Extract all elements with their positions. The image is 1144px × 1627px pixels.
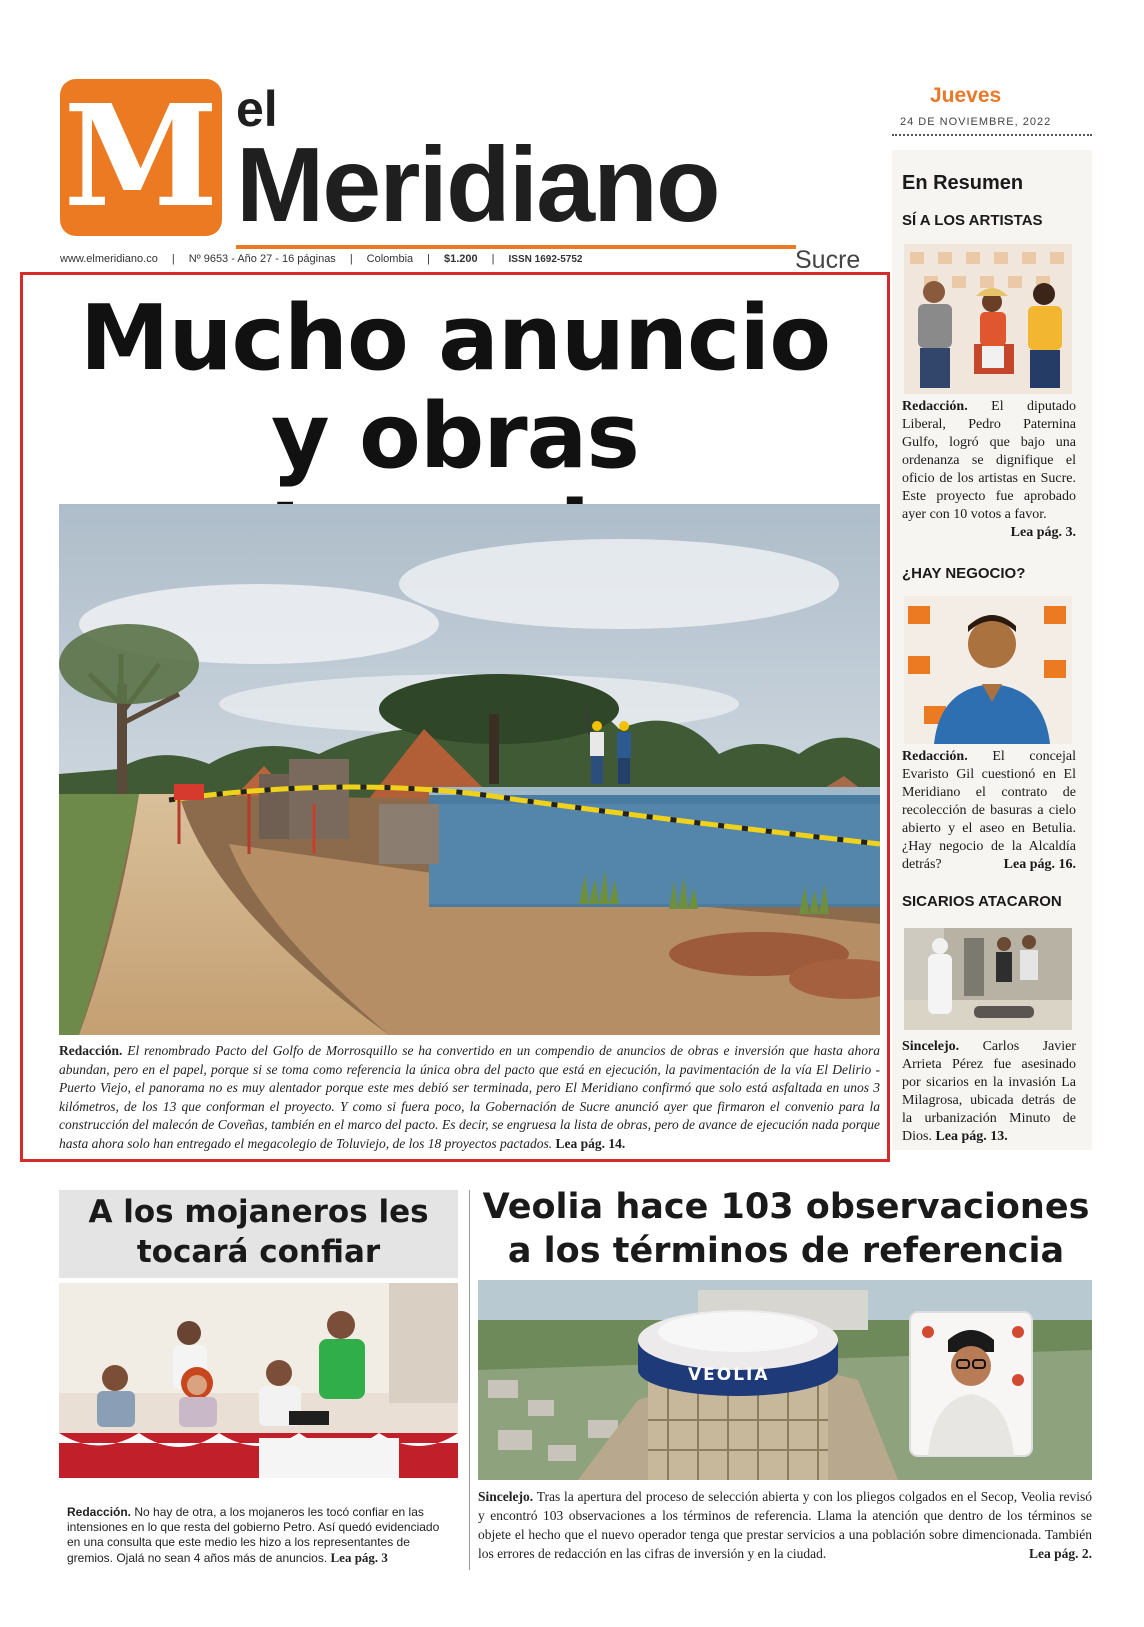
masthead-meta	[60, 253, 582, 265]
body-text: El diputado Liberal, Pedro Paternina Gulfo, logró que bajo una ordenanza se dignifique el oficio de los artistas en Sucre. Este proyecto fue aprobado ayer con 10 votos a favor.	[902, 399, 1076, 522]
issue-info: Nº 9653 - Año 27 - 16 páginas	[188, 253, 336, 265]
sidebar-text-artistas	[902, 398, 1076, 542]
body-text: Carlos Javier Arrieta Pérez fue asesinado por sicarios en la invasión La Milagrosa, ubicada detrás de la urbanización Minuto de Dios.	[902, 1039, 1077, 1144]
separator: |	[427, 253, 430, 265]
body-text: No hay de otra, a los mojaneros les tocó confiar en las intensiones en lo que resta del gobierno Petro. Así quedó evidenciado en una consulta que este medio les hizo a los representantes de gremios. Ojalá no sean 4 años más de anuncios.	[67, 1505, 440, 1565]
sidebar-heading-negocio: ¿HAY NEGOCIO?	[902, 565, 1026, 582]
brand-small: el	[236, 81, 278, 137]
body-text: El concejal Evaristo Gil cuestionó en El Meridiano el contrato de recolección de basuras a cielo abierto y el aseo en Betulia. ¿Hay negocio de la Alcaldía detrás?	[902, 749, 1077, 872]
story-right-headline[interactable]: Veolia hace 103 observaciones a los términos de referencia	[482, 1187, 1090, 1271]
photo-negocio	[904, 596, 1072, 744]
date-divider	[892, 134, 1092, 136]
price: $1.200	[444, 253, 478, 265]
feature-photo	[59, 504, 880, 1035]
column-divider	[469, 1190, 470, 1570]
read-more-link[interactable]: Lea pág. 16.	[1003, 857, 1076, 872]
lead-label: Redacción.	[67, 1505, 132, 1519]
read-more-link[interactable]: Lea pág. 2.	[1028, 1546, 1092, 1561]
brand-name: Meridiano	[236, 126, 719, 244]
sidebar-text-sicarios	[902, 1038, 1076, 1146]
photo-artistas	[904, 244, 1072, 394]
lead-label: Redacción.	[902, 399, 968, 414]
story-right-text	[478, 1487, 1092, 1563]
sidebar-text-negocio	[902, 748, 1076, 874]
read-more-link[interactable]: Lea pág. 14.	[555, 1135, 626, 1151]
sidebar-title: En Resumen	[902, 172, 1024, 194]
lead-label: Sincelejo.	[902, 1039, 960, 1054]
country: Colombia	[366, 253, 414, 265]
story-left-headline[interactable]: A los mojaneros les tocará confiar	[88, 1194, 429, 1270]
read-more-link[interactable]: Lea pág. 3	[330, 1550, 388, 1565]
veolia-sign: VEOLIA	[688, 1365, 770, 1385]
separator: |	[491, 253, 495, 265]
lead-label: Sincelejo.	[478, 1489, 534, 1504]
weekday: Jueves	[930, 84, 1002, 107]
sidebar-heading-artistas: SÍ A LOS ARTISTAS	[902, 212, 1043, 229]
body-text: El renombrado Pacto del Golfo de Morrosquillo se ha convertido en un compendio de anuncios de obras e inversión que hasta ahora abundan, pero en el papel, porque si se toma como referencia la única obra del pacto que está en ejecución, la pavimentación de la vía El Delirio - Puerto Viejo, el panorama no es muy alentador porque este mes debió ser terminada, pero El Meridiano confirmó que solo está asfaltada en unos 3 kilómetros, de los 13 que conforman el proyecto. Y como si fuera poco, la Gobernación de Sucre anunció ayer que firmaron el convenio para la construcción del malecón de Coveñas, también en el marco del pacto. Es decir, se engruesa la lista de obras, pero de avance de ejecución nada porque hasta ahora solo han entregado el megacolegio de Toluviejo, de los 18 proyectos pactados.	[59, 1043, 880, 1151]
read-more-link[interactable]: Lea pág. 3.	[1010, 525, 1076, 540]
publication-date: 24 DE NOVIEMBRE, 2022	[900, 116, 1052, 128]
story-left-photo	[59, 1283, 458, 1478]
read-more-link[interactable]: Lea pág. 13.	[935, 1129, 1008, 1144]
photo-sicarios	[904, 928, 1072, 1030]
separator: |	[171, 253, 175, 265]
story-right-photo	[478, 1280, 1092, 1480]
logo-letter: M	[63, 75, 219, 239]
website[interactable]: www.elmeridiano.co	[60, 253, 158, 265]
sidebar-heading-sicarios: SICARIOS ATACARON	[902, 893, 1062, 910]
brand-underline	[236, 245, 796, 249]
issn: ISSN 1692-5752	[508, 254, 583, 265]
body-text: Tras la apertura del proceso de selección abierta y con los pliegos colgados en el Secop, Veolia revisó y encontró 103 observaciones a los términos de referencia. Llama la atención que dentro de los términos se objete el hecho que el nuevo operador tenga que prestar servicios a una población sobre dimencionada. También los errores de redacción en las cifras de inversión y en la ciudad.	[478, 1489, 1092, 1561]
separator: |	[349, 253, 353, 265]
brand-region: Sucre	[795, 246, 861, 274]
feature-headline[interactable]: Mucho anuncio y obras	[79, 286, 831, 489]
lead-label: Redacción.	[902, 749, 968, 764]
lead-label: Redacción.	[59, 1043, 123, 1058]
story-left-text	[67, 1505, 452, 1566]
feature-caption	[59, 1042, 880, 1153]
